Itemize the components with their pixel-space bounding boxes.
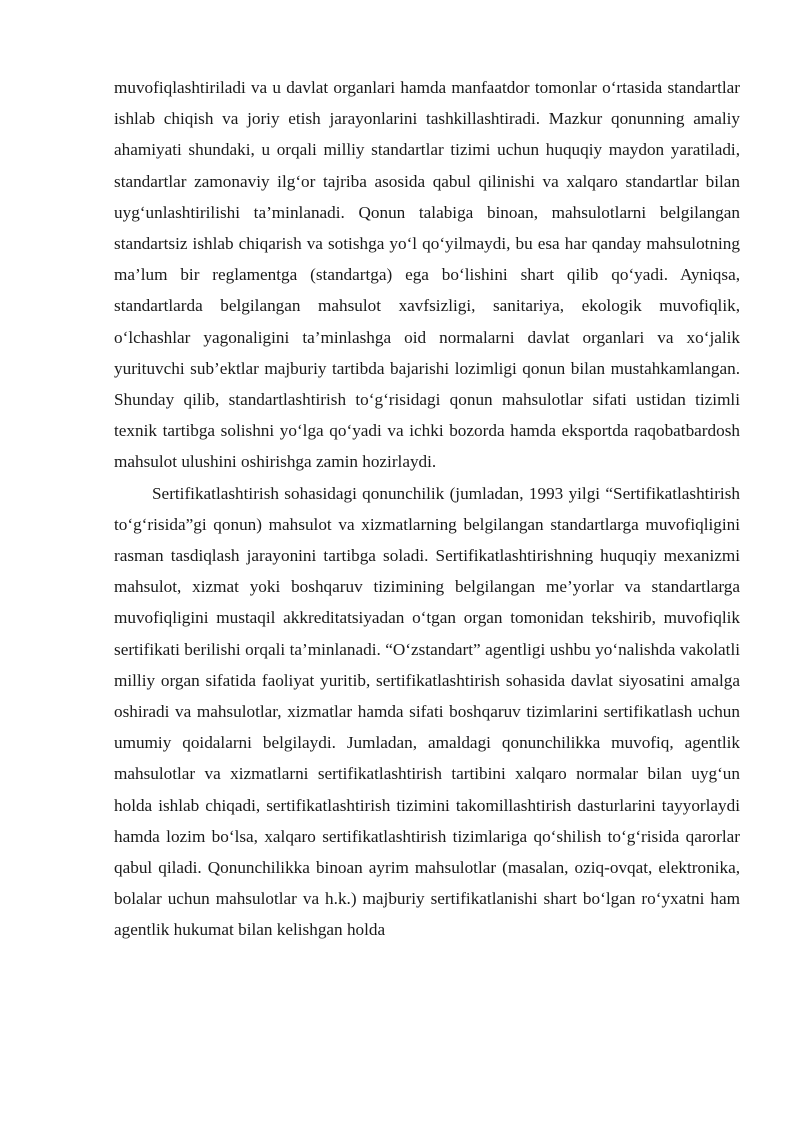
document-page	[114, 72, 740, 946]
body-paragraph: muvofiqlashtiriladi va u davlat organlari hamda manfaatdor tomonlar o‘rtasida standartlar ishlab chiqish va joriy etish jarayonlarini tashkillashtiradi. Mazkur qonunning amaliy ahamiyati shundaki, u orqali milliy standartlar tizimi uchun huquqiy maydon yaratiladi, standartlar zamonaviy ilg‘or tajriba asosida qabul qilinishi va xalqaro standartlar bilan uyg‘unlashtirilishi ta’minlanadi. Qonun talabiga binoan, mahsulotlarni belgilangan standartsiz ishlab chiqarish va sotishga yo‘l qo‘yilmaydi, bu esa har qanday mahsulotning ma’lum bir reglamentga (standartga) ega bo‘lishini shart qilib qo‘yadi. Ayniqsa, standartlarda belgilangan mahsulot xavfsizligi, sanitariya, ekologik muvofiqlik, o‘lchashlar yagonaligini ta’minlashga oid normalarni davlat organlari va xo‘jalik yurituvchi sub’ektlar majburiy tartibda bajarishi lozimligi qonun bilan mustahkamlangan. Shunday qilib, standartlashtirish to‘g‘risidagi qonun mahsulotlar sifati ustidan tizimli texnik tartibga solishni yo‘lga qo‘yadi va ichki bozorda hamda eksportda raqobatbardosh mahsulot ulushini oshirishga zamin hozirlaydi.	[114, 78, 740, 472]
body-paragraph: Sertifikatlashtirish sohasidagi qonunchilik (jumladan, 1993 yilgi “Sertifikatlashtirish to‘g‘risida”gi qonun) mahsulot va xizmatlarning belgilangan standartlarga muvofiqligini rasman tasdiqlash jarayonini tartibga soladi. Sertifikatlashtirishning huquqiy mexanizmi mahsulot, xizmat yoki boshqaruv tizimining belgilangan me’yorlar va standartlarga muvofiqligini mustaqil akkreditatsiyadan o‘tgan organ tomonidan tekshirib, muvofiqlik sertifikati berilishi orqali ta’minlanadi. “O‘zstandart” agentligi ushbu yo‘nalishda vakolatli milliy organ sifatida faoliyat yuritib, sertifikatlashtirish sohasida davlat siyosatini amalga oshiradi va mahsulotlar, xizmatlar hamda sifati boshqaruv tizimlarini sertifikatlash uchun umumiy qoidalarni belgilaydi. Jumladan, amaldagi qonunchilikka muvofiq, agentlik mahsulotlar va xizmatlarni sertifikatlashtirish tartibini xalqaro normalar bilan uyg‘un holda ishlab chiqadi, sertifikatlashtirish tizimini takomillashtirish dasturlarini tayyorlaydi hamda lozim bo‘lsa, xalqaro sertifikatlashtirish tizimlariga qo‘shilish to‘g‘risida qarorlar qabul qiladi. Qonunchilikka binoan ayrim mahsulotlar (masalan, oziq-ovqat, elektronika, bolalar uchun mahsulotlar va h.k.) majburiy sertifikatlanishi shart bo‘lgan ro‘yxatni ham agentlik hukumat bilan kelishgan holda	[114, 483, 740, 940]
